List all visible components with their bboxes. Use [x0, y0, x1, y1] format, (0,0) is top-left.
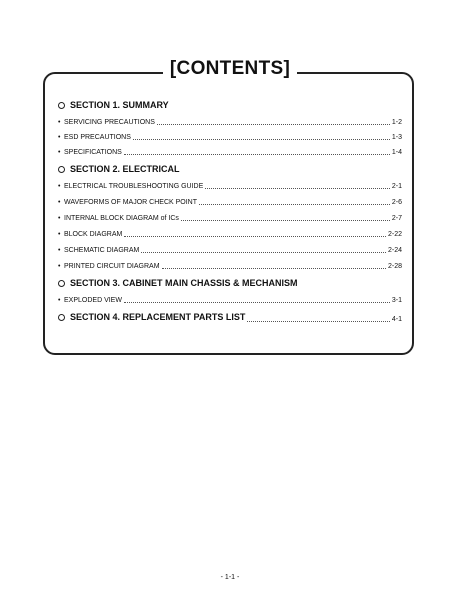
- toc-entry[interactable]: • SERVICING PRECAUTIONS 1-2: [58, 119, 402, 126]
- bullet-dot-icon: •: [58, 231, 61, 238]
- circle-bullet-icon: [58, 102, 65, 109]
- circle-bullet-icon: [58, 314, 65, 321]
- bullet-dot-icon: •: [58, 215, 61, 222]
- toc-entry[interactable]: • EXPLODED VIEW 3-1: [58, 297, 402, 304]
- dot-leader: [247, 321, 390, 322]
- section-heading: SECTION 1. SUMMARY: [58, 98, 402, 112]
- toc-entry[interactable]: • PRINTED CIRCUIT DIAGRAM 2-28: [58, 263, 402, 270]
- dot-leader: [205, 188, 390, 189]
- bullet-dot-icon: •: [58, 263, 61, 270]
- toc-entry[interactable]: • WAVEFORMS OF MAJOR CHECK POINT 2-6: [58, 199, 402, 206]
- dot-leader: [124, 154, 390, 155]
- toc-entry[interactable]: • SPECIFICATIONS 1-4: [58, 149, 402, 156]
- bullet-dot-icon: •: [58, 247, 61, 254]
- circle-bullet-icon: [58, 166, 65, 173]
- dot-leader: [124, 236, 386, 237]
- toc-entry[interactable]: • INTERNAL BLOCK DIAGRAM of ICs 2-7: [58, 215, 402, 222]
- circle-bullet-icon: [58, 280, 65, 287]
- page-number: - 1-1 -: [220, 574, 240, 581]
- bullet-dot-icon: •: [58, 134, 61, 141]
- dot-leader: [133, 139, 390, 140]
- bullet-dot-icon: •: [58, 149, 61, 156]
- dot-leader: [181, 220, 390, 221]
- bullet-dot-icon: •: [58, 199, 61, 206]
- toc-entry[interactable]: • BLOCK DIAGRAM 2-22: [58, 231, 402, 238]
- bullet-dot-icon: •: [58, 119, 61, 126]
- toc-entry[interactable]: • ESD PRECAUTIONS 1-3: [58, 134, 402, 141]
- dot-leader: [124, 302, 390, 303]
- bullet-dot-icon: •: [58, 297, 61, 304]
- dot-leader: [199, 204, 390, 205]
- section-heading: SECTION 2. ELECTRICAL: [58, 162, 402, 176]
- toc-entry[interactable]: • SCHEMATIC DIAGRAM 2-24: [58, 247, 402, 254]
- section-heading: SECTION 3. CABINET MAIN CHASSIS & MECHANISM: [58, 276, 402, 290]
- contents-list: [58, 98, 402, 324]
- section-heading[interactable]: SECTION 4. REPLACEMENT PARTS LIST 4-1: [58, 310, 402, 324]
- bullet-dot-icon: •: [58, 183, 61, 190]
- dot-leader: [141, 252, 386, 253]
- toc-entry[interactable]: • ELECTRICAL TROUBLESHOOTING GUIDE 2-1: [58, 183, 402, 190]
- dot-leader: [157, 124, 390, 125]
- dot-leader: [162, 268, 386, 269]
- page-title: [CONTENTS]: [0, 58, 460, 80]
